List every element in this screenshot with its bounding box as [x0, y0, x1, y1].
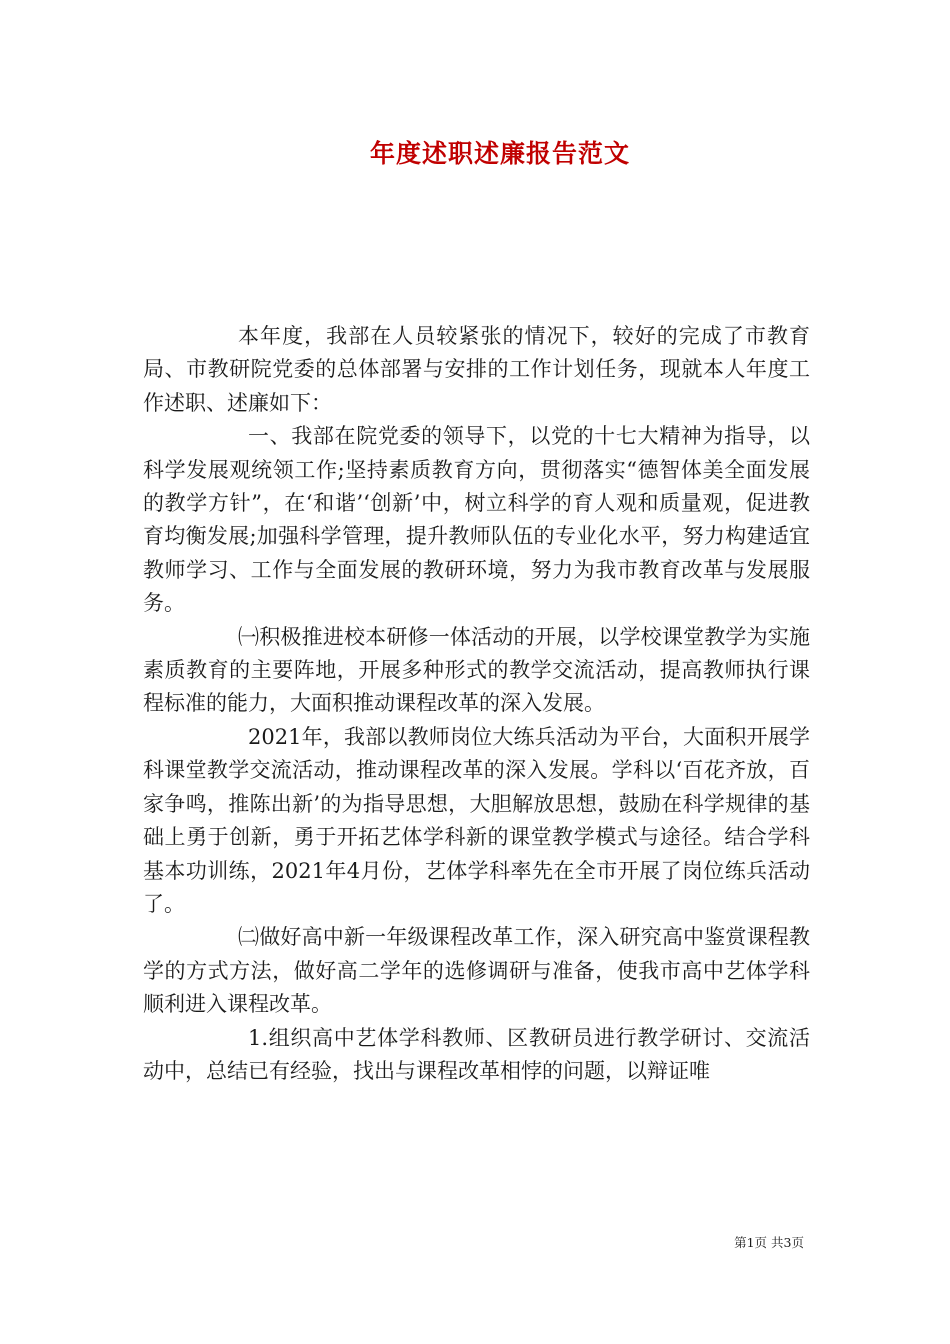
- document-body: [143, 320, 810, 1088]
- paragraph-subitem-1: 1.组织高中艺体学科教师、区教研员进行教学研讨、交流活动中，总结已有经验，找出与课程改革相悖的问题，以辩证唯: [143, 1025, 810, 1083]
- paragraph-2021: 2021年，我部以教师岗位大练兵活动为平台，大面积开展学科课堂教学交流活动，推动课程改革的深入发展。学科以‘百花齐放，百家争鸣，推陈出新’的为指导思想，大胆解放思想，鼓励在科学规律的基础上勇于创新，勇于开拓艺体学科新的课堂教学模式与途径。结合学科基本功训练，2021年4月份，艺体学科率先在全市开展了岗位练兵活动了。: [143, 724, 810, 916]
- document-title: 年度述职述廉报告范文: [369, 139, 630, 168]
- paragraph-intro: 本年度，我部在人员较紧张的情况下，较好的完成了市教育局、市教研院党委的总体部署与安排的工作计划任务，现就本人年度工作述职、述廉如下：: [143, 324, 810, 415]
- paragraph-item-2: ㈡做好高中新一年级课程改革工作，深入研究高中鉴赏课程教学的方式方法，做好高二学年的选修调研与准备，使我市高中艺体学科顺利进入课程改革。: [143, 925, 810, 1017]
- page-number: 第1页 共3页: [734, 1235, 804, 1250]
- paragraph-section-1: 一、我部在院党委的领导下，以党的十七大精神为指导，以科学发展观统领工作;坚持素质教育方向，贯彻落实“德智体美全面发展的教学方针”，在‘和谐’‘创新’中，树立科学的育人观和质量观，促进教育均衡发展;加强科学管理，提升教师队伍的专业化水平，努力构建适宜教师学习、工作与全面发展的教研环境，努力为我市教育改革与发展服务。: [143, 424, 810, 616]
- paragraph-item-1: ㈠积极推进校本研修一体活动的开展，以学校课堂教学为实施素质教育的主要阵地，开展多种形式的教学交流活动，提高教师执行课程标准的能力，大面积推动课程改革的深入发展。: [143, 624, 810, 716]
